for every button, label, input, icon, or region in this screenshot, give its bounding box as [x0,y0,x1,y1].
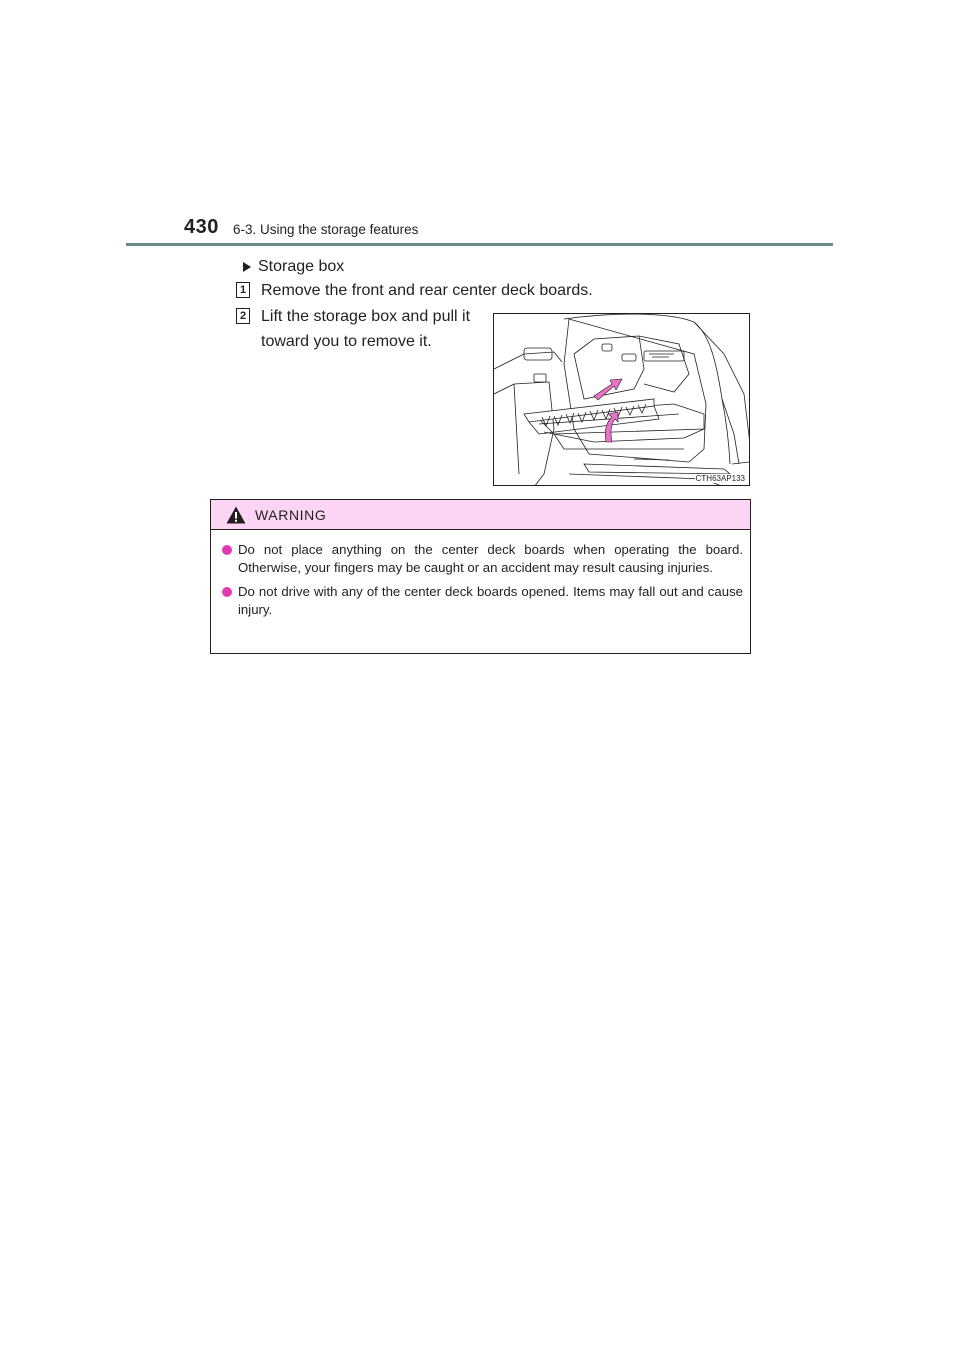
bullet-label: Storage box [258,258,345,275]
warning-item [222,541,743,577]
warning-item [222,583,743,619]
bullet-dot-icon [222,587,232,597]
section-title: 6-3. Using the storage features [233,222,419,237]
step-text-1: Remove the front and rear center deck boards. [261,282,593,299]
warning-item-text: Do not place anything on the center deck boards when operating the board. Otherwise, your fingers may be caught or an accident may result causing injuries. [238,542,743,575]
warning-triangle-icon [226,506,246,524]
step-text-2-line-1: Lift the storage box and pull it [261,308,471,325]
bullet-heading [243,258,344,276]
step-number-2: 2 [236,308,250,324]
warning-title: WARNING [255,506,327,523]
page-number: 430 [184,216,219,238]
bullet-dot-icon [222,545,232,555]
figure-code: CTH63AP133 [695,474,745,483]
cargo-illustration [493,313,750,486]
warning-body [211,530,750,619]
warning-box [210,499,751,654]
warning-item-text: Do not drive with any of the center deck boards opened. Items may fall out and cause injury. [238,584,743,617]
warning-header [211,500,750,530]
header-rule [126,243,833,246]
step-number-1: 1 [236,282,250,298]
triangle-bullet-icon [243,262,251,272]
step-text-2-line-2: toward you to remove it. [261,333,432,350]
